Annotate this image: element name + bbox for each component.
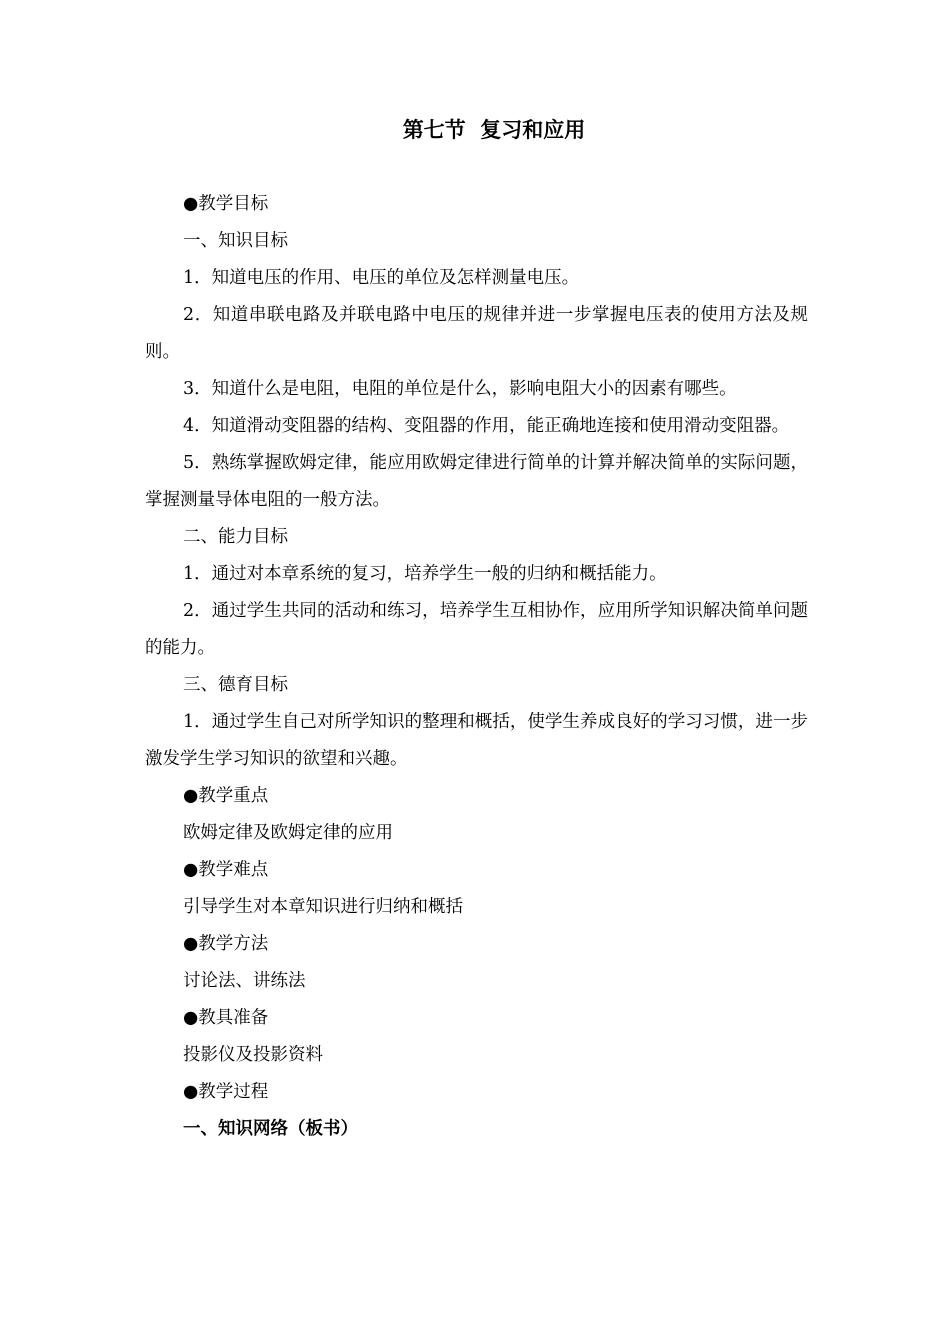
paragraph: 投影仪及投影资料 (183, 1045, 323, 1065)
document-body (145, 186, 808, 1148)
paragraph: 讨论法、讲练法 (183, 971, 306, 991)
paragraph: 1．通过对本章系统的复习，培养学生一般的归纳和概括能力。 (183, 564, 667, 584)
paragraph: 2．通过学生共同的活动和练习，培养学生互相协作，应用所学知识解决简单问题的能力。 (145, 601, 808, 658)
paragraph: 三、德育目标 (183, 675, 288, 695)
paragraph: 二、能力目标 (183, 527, 288, 547)
paragraph: ●教具准备 (183, 1008, 269, 1028)
page-title: 第七节 复习和应用 (402, 117, 586, 142)
paragraph: ●教学方法 (183, 934, 269, 954)
paragraph: 5．熟练掌握欧姆定律，能应用欧姆定律进行简单的计算并解决简单的实际问题，掌握测量导体电阻的一般方法。 (145, 453, 808, 510)
paragraph: 欧姆定律及欧姆定律的应用 (183, 823, 393, 843)
section-heading: 一、知识网络（板书） (183, 1119, 358, 1139)
paragraph: 3．知道什么是电阻，电阻的单位是什么，影响电阻大小的因素有哪些。 (183, 379, 737, 399)
paragraph: 引导学生对本章知识进行归纳和概括 (183, 897, 463, 917)
paragraph: 1．知道电压的作用、电压的单位及怎样测量电压。 (183, 268, 580, 288)
paragraph: ●教学目标 (183, 194, 269, 214)
paragraph: ●教学过程 (183, 1082, 269, 1102)
paragraph: 4．知道滑动变阻器的结构、变阻器的作用，能正确地连接和使用滑动变阻器。 (183, 416, 790, 436)
paragraph: ●教学难点 (183, 860, 269, 880)
paragraph: 一、知识目标 (183, 231, 288, 251)
paragraph: 2．知道串联电路及并联电路中电压的规律并进一步掌握电压表的使用方法及规则。 (145, 305, 808, 362)
paragraph: ●教学重点 (183, 786, 269, 806)
paragraph: 1．通过学生自己对所学知识的整理和概括，使学生养成良好的学习习惯，进一步激发学生学习知识的欲望和兴趣。 (145, 712, 808, 769)
